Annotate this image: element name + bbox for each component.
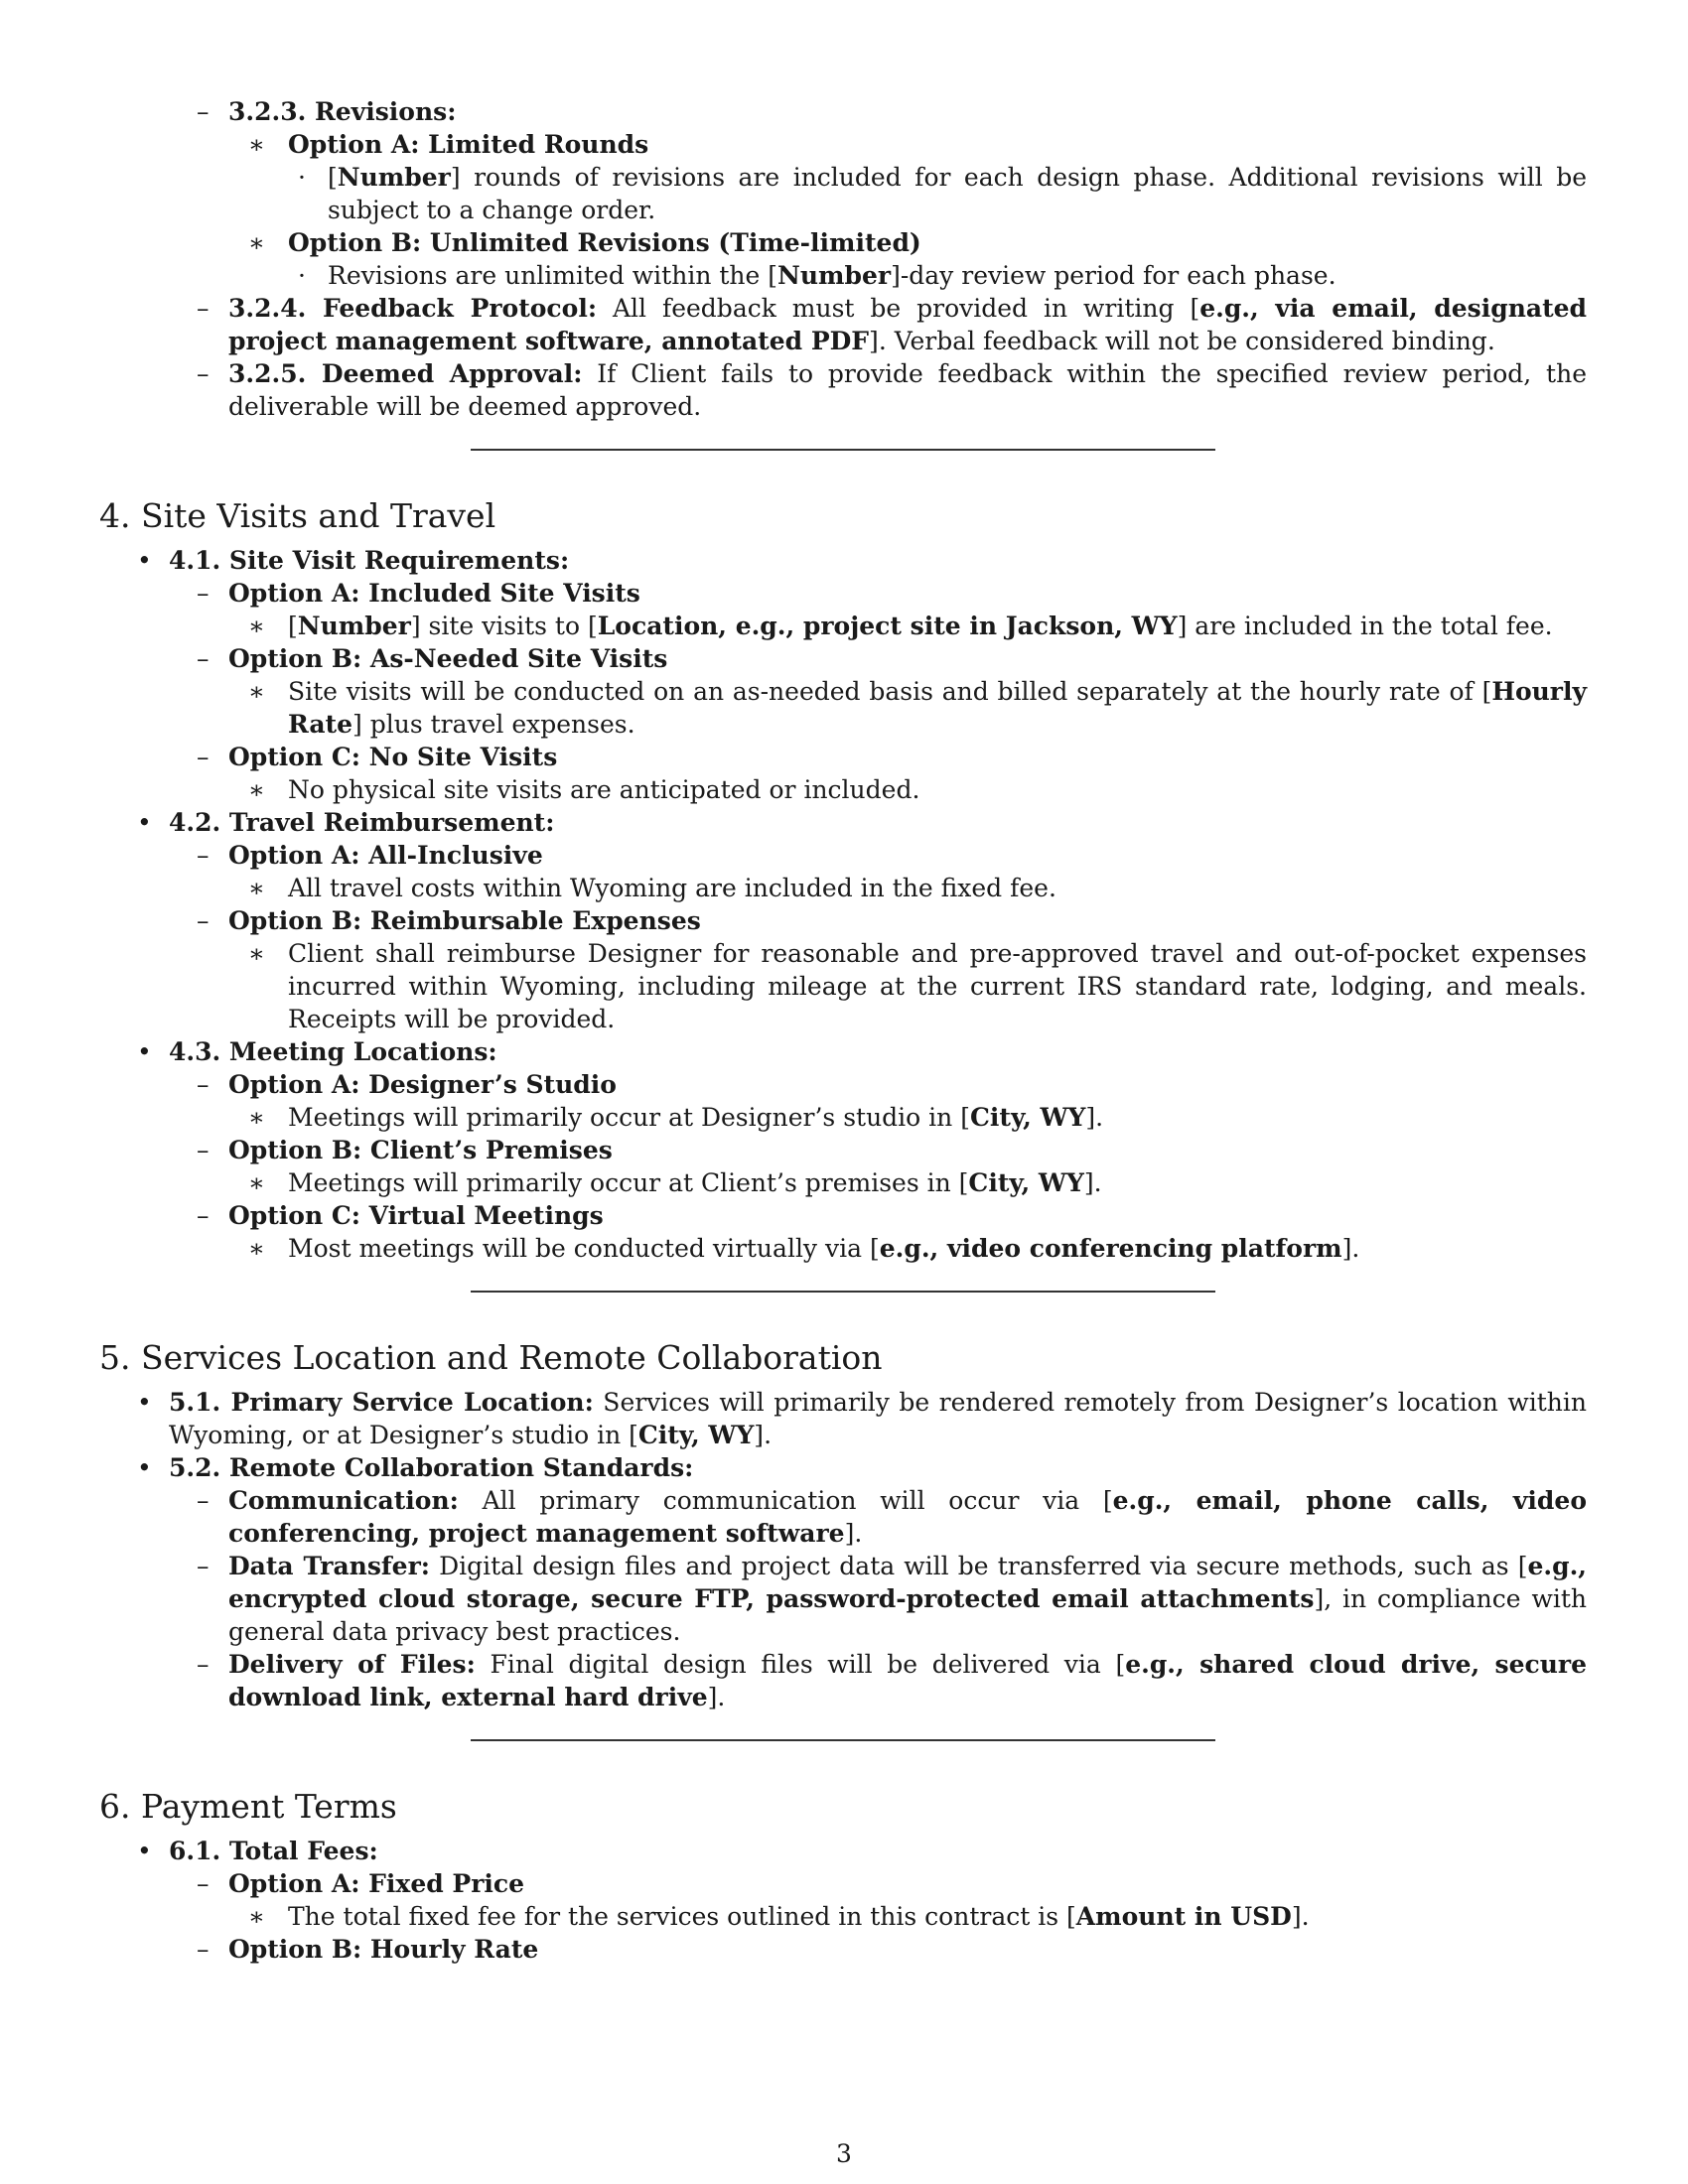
dash-marker: – (197, 644, 210, 673)
item-title: Data Transfer: (228, 1552, 430, 1580)
item-text: . (854, 1519, 863, 1548)
dash-marker: – (197, 1869, 210, 1898)
bullet-marker: • (137, 1037, 152, 1066)
placeholder-hourly-rate: Hourly Rate (288, 677, 1587, 739)
option-4-1-c-text (99, 773, 1587, 806)
page-number: 3 (836, 2139, 852, 2168)
placeholder-city: City, WY (637, 1421, 755, 1449)
option-title: Option A: Limited Rounds (288, 130, 649, 159)
asterisk-marker: ∗ (248, 228, 265, 257)
item-4-2 (99, 806, 1587, 839)
option-text: site visits to (420, 612, 588, 640)
dash-marker: – (197, 1070, 210, 1099)
option-6-1-a-text: ∗ The total fixed fee for the services outlined in this contract is [Amount in USD]. (248, 1902, 1310, 1931)
option-text: Most meetings will be conducted virtually via (288, 1234, 870, 1263)
asterisk-marker: ∗ (248, 1103, 265, 1132)
section-divider (471, 1291, 1215, 1293)
dash-marker: – (197, 1201, 210, 1230)
option-title: Option A: All-Inclusive (228, 841, 543, 870)
section-heading: 6. Payment Terms (99, 1787, 397, 1826)
option-title: Option C: No Site Visits (228, 743, 558, 771)
placeholder: e.g., email, phone calls, video conferencing, project management software (228, 1486, 1587, 1548)
option-4-2-a (99, 839, 1587, 872)
option-title: Option B: Hourly Rate (228, 1935, 539, 1964)
option-text: Revisions are unlimited within the (328, 261, 769, 290)
option-4-2-b (99, 904, 1587, 937)
bullet-marker: • (137, 546, 152, 575)
dash-marker: – (197, 1935, 210, 1964)
option-4-3-a (99, 1068, 1587, 1101)
item-3-2-3 (99, 95, 1587, 128)
placeholder-platform: e.g., video conferencing platform (879, 1234, 1342, 1263)
item-text: All feedback must be provided in writing (597, 294, 1191, 323)
option-text: The total fixed fee for the services outlined in this contract is (288, 1902, 1066, 1931)
asterisk-marker: ∗ (248, 130, 265, 159)
item-3-2-3-title: 3.2.3. Revisions: (228, 97, 457, 126)
item-text: All primary communication will occur via (458, 1486, 1103, 1515)
option-4-1-b (99, 642, 1587, 675)
asterisk-marker: ∗ (248, 612, 265, 640)
item-title: 3.2.5. Deemed Approval: (228, 359, 583, 388)
dash-marker: – (197, 1650, 210, 1679)
option-3-2-3-a (99, 128, 1587, 161)
asterisk-marker: ∗ (248, 1168, 265, 1197)
dash-marker: – (197, 1552, 210, 1580)
option-text: Meetings will primarily occur at Designer’s studio in (288, 1103, 961, 1132)
item-data-transfer: – Data Transfer: Digital design files and project data will be transferred via secure methods, such as [e.g., encrypted cloud storage, secure FTP, password-protected email attachments], in compliance with general data privacy best practices. (197, 1552, 1588, 1646)
option-text: . (1093, 1168, 1102, 1197)
item-title: 3.2.4. Feedback Protocol: (228, 294, 598, 323)
dash-marker: – (197, 359, 210, 388)
section-4 (99, 494, 1587, 538)
option-text: Site visits will be conducted on an as-needed basis and billed separately at the hourly rate of (288, 677, 1482, 706)
section-5 (99, 1336, 1587, 1380)
item-title: Delivery of Files: (228, 1650, 476, 1679)
dash-marker: – (197, 579, 210, 608)
item-3-2-4: – 3.2.4. Feedback Protocol: All feedback must be provided in writing [e.g., via email, designated project management software, annotated PDF]. Verbal feedback will not be considered binding. (197, 294, 1587, 355)
option-4-1-a-text: ∗ [Number] site visits to [Location, e.g., project site in Jackson, WY] are included in the total fee. (248, 612, 1553, 640)
option-text: . (1351, 1234, 1360, 1263)
option-6-1-a (99, 1867, 1587, 1900)
option-text: . (1095, 1103, 1104, 1132)
item-text: . Verbal feedback will not be considered binding. (878, 327, 1495, 355)
item-title: 4.1. Site Visit Requirements: (169, 546, 570, 575)
bullet-marker: • (137, 1453, 152, 1482)
section-heading: 5. Services Location and Remote Collaboration (99, 1338, 883, 1377)
item-text: Digital design files and project data will be transferred via secure methods, such as (429, 1552, 1518, 1580)
option-title: Option A: Fixed Price (228, 1869, 525, 1898)
dot-marker: · (298, 163, 306, 192)
asterisk-marker: ∗ (248, 1234, 265, 1263)
item-delivery-of-files: – Delivery of Files: Final digital design files will be delivered via [e.g., shared cloud drive, secure download link, external hard drive]. (197, 1650, 1588, 1711)
item-title: 4.3. Meeting Locations: (169, 1037, 497, 1066)
option-text: Meetings will primarily occur at Client’s premises in (288, 1168, 959, 1197)
item-6-1 (99, 1835, 1587, 1867)
item-text: , in compliance with general data privacy best practices. (228, 1584, 1588, 1646)
item-5-2 (99, 1451, 1587, 1484)
option-4-1-a (99, 577, 1587, 610)
asterisk-marker: ∗ (248, 939, 265, 968)
item-title: 4.2. Travel Reimbursement: (169, 808, 555, 837)
dash-marker: – (197, 294, 210, 323)
item-title: 5.2. Remote Collaboration Standards: (169, 1453, 694, 1482)
placeholder-city: City, WY (968, 1168, 1084, 1197)
option-4-3-c (99, 1199, 1587, 1232)
bullet-marker: • (137, 808, 152, 837)
item-title: 5.1. Primary Service Location: (169, 1388, 594, 1417)
option-text: Client shall reimburse Designer for reasonable and pre-approved travel and out-of-pocket expenses incurred within Wyoming, including mileage at the current IRS standard rate, lodging, and meals. Receipts will be provided. (288, 939, 1587, 1033)
option-title: Option B: As-Needed Site Visits (228, 644, 668, 673)
placeholder-number: Number (777, 261, 892, 290)
option-text: plus travel expenses. (361, 710, 635, 739)
asterisk-marker: ∗ (248, 1902, 265, 1931)
item-title: Communication: (228, 1486, 459, 1515)
option-title: Option A: Included Site Visits (228, 579, 640, 608)
dash-marker: – (197, 743, 210, 771)
option-4-3-b (99, 1134, 1587, 1166)
page-content (99, 95, 1587, 1966)
placeholder-amount: Amount in USD (1075, 1902, 1292, 1931)
placeholder-location: Location, e.g., project site in Jackson, WY (597, 612, 1178, 640)
bullet-marker: • (137, 1837, 152, 1865)
option-text: All travel costs within Wyoming are included in the fixed fee. (288, 874, 1056, 902)
section-heading: 4. Site Visits and Travel (99, 496, 496, 535)
option-6-1-b (99, 1933, 1587, 1966)
option-title: Option B: Client’s Premises (228, 1136, 613, 1164)
bullet-marker: • (137, 1388, 152, 1417)
section-divider (471, 1739, 1215, 1741)
placeholder: e.g., shared cloud drive, secure download link, external hard drive (228, 1650, 1588, 1711)
item-text: . (764, 1421, 773, 1449)
item-title: 6.1. Total Fees: (169, 1837, 378, 1865)
option-3-2-3-b-text: · Revisions are unlimited within the [Number]-day review period for each phase. (298, 261, 1336, 290)
option-text: . (1301, 1902, 1310, 1931)
item-3-2-5 (99, 357, 1587, 423)
option-title: Option B: Unlimited Revisions (Time-limited) (288, 228, 921, 257)
option-4-2-a-text (99, 872, 1587, 904)
placeholder: e.g., encrypted cloud storage, secure FTP, password-protected email attachments (228, 1552, 1587, 1613)
placeholder-number: Number (337, 163, 451, 192)
dash-marker: – (197, 906, 210, 935)
section-divider (471, 449, 1215, 451)
option-text: are included in the total fee. (1187, 612, 1553, 640)
option-title: Option C: Virtual Meetings (228, 1201, 604, 1230)
item-text: Final digital design files will be delivered via (475, 1650, 1116, 1679)
item-text: Services will primarily be rendered remotely from Designer’s location within Wyoming, or at Designer’s studio in (169, 1388, 1587, 1449)
item-communication: – Communication: All primary communication will occur via [e.g., email, phone calls, video conferencing, project management software]. (197, 1486, 1587, 1548)
dash-marker: – (197, 841, 210, 870)
option-4-1-b-text: ∗ Site visits will be conducted on an as-needed basis and billed separately at the hourly rate of [Hourly Rate] plus travel expenses. (248, 677, 1587, 739)
section-6 (99, 1785, 1587, 1829)
placeholder: e.g., via email, designated project management software, annotated PDF (228, 294, 1587, 355)
item-text: If Client fails to provide feedback within the specified review period, the deliverable will be deemed approved. (228, 359, 1587, 421)
placeholder-city: City, WY (970, 1103, 1086, 1132)
option-4-3-a-text: ∗ Meetings will primarily occur at Designer’s studio in [City, WY]. (248, 1103, 1104, 1132)
option-title: Option A: Designer’s Studio (228, 1070, 617, 1099)
option-4-2-b-text (99, 937, 1587, 1035)
option-text: No physical site visits are anticipated or included. (288, 775, 920, 804)
option-text: -day review period for each phase. (900, 261, 1336, 290)
dot-marker: · (298, 261, 306, 290)
option-3-2-3-b (99, 226, 1587, 259)
asterisk-marker: ∗ (248, 874, 265, 902)
option-4-1-c (99, 741, 1587, 773)
dash-marker: – (197, 1136, 210, 1164)
option-4-3-c-text: ∗ Most meetings will be conducted virtually via [e.g., video conferencing platform]. (248, 1234, 1360, 1263)
asterisk-marker: ∗ (248, 677, 265, 706)
item-4-1 (99, 544, 1587, 577)
item-text: . (717, 1683, 726, 1711)
option-4-3-b-text: ∗ Meetings will primarily occur at Client’s premises in [City, WY]. (248, 1168, 1102, 1197)
dash-marker: – (197, 1486, 210, 1515)
item-4-3 (99, 1035, 1587, 1068)
option-3-2-3-a-text: · [Number] rounds of revisions are included for each design phase. Additional revisions will be subject to a change order. (298, 163, 1587, 224)
item-5-1: • 5.1. Primary Service Location: Services will primarily be rendered remotely from Designer’s location within Wyoming, or at Designer’s studio in [City, WY]. (137, 1388, 1587, 1449)
option-text: rounds of revisions are included for each design phase. Additional revisions will be subject to a change order. (328, 163, 1587, 224)
dash-marker: – (197, 97, 210, 126)
option-title: Option B: Reimbursable Expenses (228, 906, 701, 935)
asterisk-marker: ∗ (248, 775, 265, 804)
placeholder-number: Number (297, 612, 411, 640)
